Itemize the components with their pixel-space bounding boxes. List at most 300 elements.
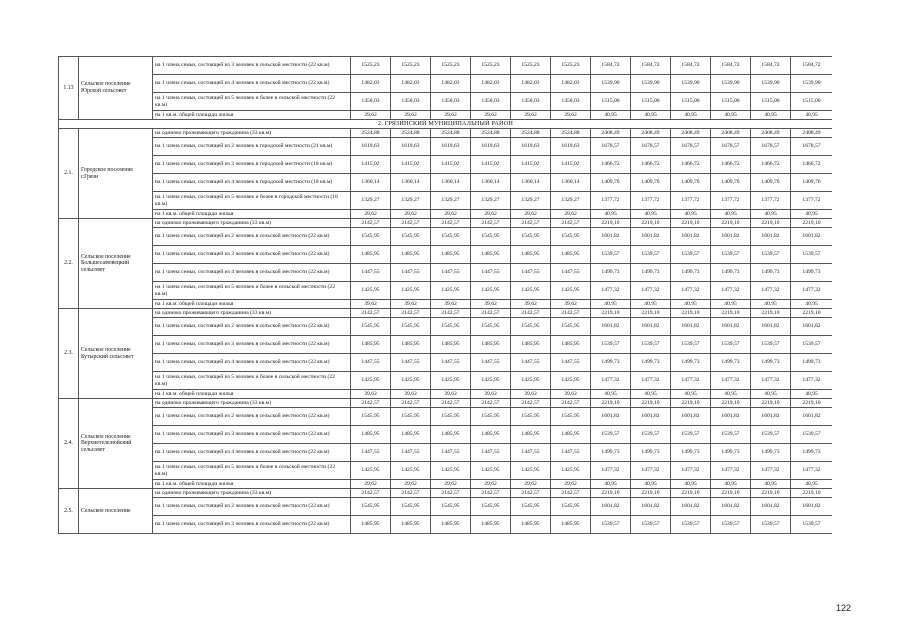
value-cell: 39,62	[471, 210, 511, 219]
item-code: 2.4.	[59, 399, 79, 489]
value-cell: 1539,57	[671, 246, 711, 264]
value-cell: 1425,95	[431, 372, 471, 390]
value-cell: 1499,73	[791, 354, 833, 372]
value-cell: 1447,55	[551, 444, 591, 462]
value-cell: 1485,95	[431, 426, 471, 444]
value-cell: 1584,72	[631, 57, 671, 75]
value-cell: 1678,57	[591, 138, 631, 156]
value-cell: 39,62	[471, 480, 511, 489]
value-cell: 1466,72	[791, 156, 833, 174]
value-cell: 1415,02	[391, 156, 431, 174]
value-cell: 1485,95	[551, 246, 591, 264]
value-cell: 2142,57	[391, 309, 431, 318]
value-cell: 2219,10	[591, 399, 631, 408]
norm-description: на 1 члена семьи, состоящей из 2 человек в сельской местности (22 кв.м)	[153, 228, 351, 246]
value-cell: 2524,88	[511, 129, 551, 138]
value-cell: 1515,00	[751, 93, 791, 111]
norm-description: на 1 члена семьи, состоящей из 2 человек в сельской местности (22 кв.м)	[153, 498, 351, 516]
value-cell: 1458,03	[351, 93, 391, 111]
value-cell: 1539,57	[751, 246, 791, 264]
table-row	[59, 210, 833, 219]
value-cell: 40,95	[751, 300, 791, 309]
value-cell: 1482,03	[351, 75, 391, 93]
value-cell: 1499,73	[591, 264, 631, 282]
value-cell: 39,62	[551, 390, 591, 399]
value-cell: 1477,32	[671, 282, 711, 300]
value-cell: 1499,73	[711, 354, 751, 372]
value-cell: 40,95	[671, 390, 711, 399]
value-cell: 1447,55	[511, 264, 551, 282]
value-cell: 1539,57	[591, 336, 631, 354]
value-cell: 2524,88	[391, 129, 431, 138]
value-cell: 1447,55	[391, 264, 431, 282]
value-cell: 39,62	[351, 210, 391, 219]
value-cell: 1601,82	[671, 408, 711, 426]
value-cell: 1425,95	[471, 462, 511, 480]
value-cell: 39,62	[511, 480, 551, 489]
value-cell: 1477,32	[751, 462, 791, 480]
value-cell: 1329,27	[511, 192, 551, 210]
value-cell: 1485,95	[431, 246, 471, 264]
value-cell: 1539,57	[671, 516, 711, 534]
value-cell: 1601,82	[671, 228, 711, 246]
value-cell: 1466,72	[751, 156, 791, 174]
value-cell: 1377,72	[591, 192, 631, 210]
norm-description: на 1 члена семьи, состоящей из 3 человек в сельской местности (22 кв.м)	[153, 246, 351, 264]
value-cell: 1360,14	[391, 174, 431, 192]
norm-description: на 1 члена семьи, состоящей из 2 человек в городской местности (21 кв.м)	[153, 138, 351, 156]
value-cell: 1539,57	[631, 516, 671, 534]
value-cell: 39,62	[551, 210, 591, 219]
value-cell: 1458,03	[511, 93, 551, 111]
value-cell: 39,62	[471, 390, 511, 399]
value-cell: 1539,57	[631, 426, 671, 444]
value-cell: 1477,32	[791, 372, 833, 390]
value-cell: 40,95	[631, 390, 671, 399]
value-cell: 1545,95	[471, 318, 511, 336]
value-cell: 1477,32	[591, 462, 631, 480]
value-cell: 1485,95	[551, 336, 591, 354]
value-cell: 1601,82	[671, 498, 711, 516]
value-cell: 39,62	[431, 111, 471, 120]
norm-description: на 1 члена семьи, состоящей из 5 человек и более в сельской местности (22 кв.м)	[153, 372, 351, 390]
item-code: 2.1.	[59, 129, 79, 219]
table-row	[59, 399, 833, 408]
settlement-name: Сельское поселение Юрской сельсовет	[79, 57, 153, 120]
tariff-table-sheet	[58, 56, 832, 570]
value-cell: 40,95	[631, 480, 671, 489]
value-cell: 40,95	[671, 300, 711, 309]
value-cell: 40,95	[591, 390, 631, 399]
value-cell: 1525,23	[471, 57, 511, 75]
value-cell: 1499,73	[791, 444, 833, 462]
value-cell: 1499,73	[751, 444, 791, 462]
value-cell: 2219,10	[631, 309, 671, 318]
value-cell: 1329,27	[431, 192, 471, 210]
value-cell: 1545,95	[511, 408, 551, 426]
value-cell: 1458,03	[391, 93, 431, 111]
value-cell: 1515,00	[631, 93, 671, 111]
value-cell: 1601,82	[711, 228, 751, 246]
value-cell: 2219,10	[671, 399, 711, 408]
value-cell: 2142,57	[551, 399, 591, 408]
value-cell: 1482,03	[431, 75, 471, 93]
value-cell: 40,95	[591, 480, 631, 489]
value-cell: 2142,57	[391, 219, 431, 228]
value-cell: 1515,00	[791, 93, 833, 111]
value-cell: 1545,95	[391, 228, 431, 246]
value-cell: 2142,57	[471, 399, 511, 408]
value-cell: 1678,57	[671, 138, 711, 156]
value-cell: 1482,03	[471, 75, 511, 93]
value-cell: 1447,55	[431, 444, 471, 462]
value-cell: 1485,95	[511, 246, 551, 264]
value-cell: 1601,82	[631, 318, 671, 336]
value-cell: 1485,95	[431, 336, 471, 354]
value-cell: 1545,95	[431, 318, 471, 336]
value-cell: 1545,95	[471, 498, 511, 516]
value-cell: 1485,95	[471, 426, 511, 444]
norm-description: на 1 члена семьи, состоящей из 4 человек в сельской местности (22 кв.м)	[153, 444, 351, 462]
value-cell: 2142,57	[511, 309, 551, 318]
value-cell: 1329,27	[471, 192, 511, 210]
value-cell: 1539,90	[631, 75, 671, 93]
value-cell: 1545,95	[351, 318, 391, 336]
value-cell: 1425,95	[471, 372, 511, 390]
value-cell: 2408,49	[591, 129, 631, 138]
value-cell: 1485,95	[391, 246, 431, 264]
norm-description: на 1 члена семьи, состоящей из 5 человек и более в сельской местности (22 кв.м)	[153, 93, 351, 111]
value-cell: 1601,82	[751, 408, 791, 426]
value-cell: 1485,95	[511, 426, 551, 444]
value-cell: 1539,57	[711, 336, 751, 354]
value-cell: 1409,76	[671, 174, 711, 192]
value-cell: 2142,57	[391, 399, 431, 408]
table-row	[59, 93, 833, 111]
table-row	[59, 57, 833, 75]
value-cell: 1545,95	[471, 408, 511, 426]
value-cell: 39,62	[551, 480, 591, 489]
value-cell: 2142,57	[431, 489, 471, 498]
value-cell: 1409,76	[631, 174, 671, 192]
value-cell: 1678,57	[711, 138, 751, 156]
settlement-name: Сельское поселение Верхнетелелюйский сельсовет	[79, 399, 153, 489]
value-cell: 1415,02	[471, 156, 511, 174]
table-row	[59, 462, 833, 480]
value-cell: 39,62	[431, 210, 471, 219]
value-cell: 39,62	[511, 111, 551, 120]
value-cell: 1360,14	[511, 174, 551, 192]
value-cell: 1425,95	[351, 462, 391, 480]
table-row	[59, 246, 833, 264]
value-cell: 40,95	[591, 111, 631, 120]
value-cell: 1584,72	[591, 57, 631, 75]
value-cell: 40,95	[631, 300, 671, 309]
value-cell: 2524,88	[551, 129, 591, 138]
value-cell: 1485,95	[471, 336, 511, 354]
value-cell: 1499,73	[671, 444, 711, 462]
value-cell: 1499,73	[711, 264, 751, 282]
norm-description: на 1 члена семьи, состоящей из 4 человек в сельской местности (22 кв.м)	[153, 75, 351, 93]
value-cell: 1447,55	[351, 354, 391, 372]
norm-description: на 1 члена семьи, состоящей из 5 человек и более в сельской местности (22 кв.м)	[153, 462, 351, 480]
value-cell: 1482,03	[551, 75, 591, 93]
value-cell: 1485,95	[351, 246, 391, 264]
value-cell: 1499,73	[671, 264, 711, 282]
value-cell: 2408,49	[791, 129, 833, 138]
value-cell: 1477,32	[631, 372, 671, 390]
value-cell: 1545,95	[511, 318, 551, 336]
value-cell: 2142,57	[511, 399, 551, 408]
norm-description: на одиноко проживающего гражданина (33 кв.м)	[153, 219, 351, 228]
value-cell: 1584,72	[751, 57, 791, 75]
value-cell: 1329,27	[551, 192, 591, 210]
value-cell: 1539,90	[791, 75, 833, 93]
value-cell: 1539,57	[791, 336, 833, 354]
value-cell: 39,62	[351, 390, 391, 399]
value-cell: 1477,32	[711, 372, 751, 390]
value-cell: 1477,32	[711, 462, 751, 480]
value-cell: 1425,95	[391, 282, 431, 300]
value-cell: 1619,63	[351, 138, 391, 156]
value-cell: 39,62	[431, 390, 471, 399]
value-cell: 1601,82	[751, 228, 791, 246]
value-cell: 1545,95	[551, 318, 591, 336]
value-cell: 1601,82	[591, 498, 631, 516]
section-title: 2. ГРЯЗИНСКИЙ МУНИЦИПАЛЬНЫЙ РАЙОН	[59, 120, 833, 129]
value-cell: 1425,95	[511, 372, 551, 390]
table-row	[59, 219, 833, 228]
value-cell: 1539,90	[591, 75, 631, 93]
value-cell: 2219,10	[671, 489, 711, 498]
value-cell: 1499,73	[671, 354, 711, 372]
value-cell: 39,62	[351, 480, 391, 489]
value-cell: 2142,57	[351, 219, 391, 228]
value-cell: 39,62	[351, 300, 391, 309]
value-cell: 1678,57	[631, 138, 671, 156]
value-cell: 2219,10	[631, 219, 671, 228]
value-cell: 1601,82	[631, 498, 671, 516]
norm-description: на 1 члена семьи, состоящей из 3 человек в сельской местности (22 кв.м)	[153, 426, 351, 444]
value-cell: 1545,95	[391, 408, 431, 426]
value-cell: 1482,03	[511, 75, 551, 93]
value-cell: 1425,95	[551, 372, 591, 390]
value-cell: 1525,23	[391, 57, 431, 75]
value-cell: 1425,95	[391, 372, 431, 390]
table-row	[59, 75, 833, 93]
value-cell: 1485,95	[391, 426, 431, 444]
value-cell: 1425,95	[551, 462, 591, 480]
value-cell: 1360,14	[471, 174, 511, 192]
value-cell: 1619,63	[511, 138, 551, 156]
value-cell: 1545,95	[471, 228, 511, 246]
table-row	[59, 444, 833, 462]
norm-description: на одиноко проживающего гражданина (33 кв.м)	[153, 309, 351, 318]
value-cell: 2142,57	[471, 309, 511, 318]
value-cell: 2142,57	[551, 489, 591, 498]
value-cell: 40,95	[631, 111, 671, 120]
page-number: 122	[836, 603, 852, 613]
value-cell: 2142,57	[391, 489, 431, 498]
norm-description: на 1 члена семьи, состоящей из 3 человек в сельской местности (22 кв.м)	[153, 516, 351, 534]
value-cell: 1499,73	[591, 354, 631, 372]
table-row	[59, 498, 833, 516]
value-cell: 1425,95	[391, 462, 431, 480]
value-cell: 1477,32	[631, 462, 671, 480]
tariff-table-body	[59, 57, 833, 534]
norm-description: на одиноко проживающего гражданина (33 кв.м)	[153, 129, 351, 138]
value-cell: 40,95	[791, 480, 833, 489]
value-cell: 1477,32	[791, 282, 833, 300]
value-cell: 1425,95	[511, 462, 551, 480]
norm-description: на 1 члена семьи, состоящей из 3 человек в сельской местности (22 кв.м)	[153, 57, 351, 75]
value-cell: 1499,73	[591, 444, 631, 462]
value-cell: 1539,57	[791, 426, 833, 444]
table-row	[59, 300, 833, 309]
value-cell: 1545,95	[551, 498, 591, 516]
value-cell: 1477,32	[591, 372, 631, 390]
value-cell: 2219,10	[791, 309, 833, 318]
value-cell: 2219,10	[711, 219, 751, 228]
table-row	[59, 309, 833, 318]
value-cell: 40,95	[711, 300, 751, 309]
value-cell: 2524,88	[471, 129, 511, 138]
value-cell: 1539,90	[671, 75, 711, 93]
value-cell: 1447,55	[551, 264, 591, 282]
value-cell: 1425,95	[511, 282, 551, 300]
table-row	[59, 138, 833, 156]
value-cell: 1477,32	[751, 372, 791, 390]
value-cell: 1539,57	[631, 246, 671, 264]
value-cell: 2408,49	[711, 129, 751, 138]
value-cell: 1545,95	[431, 228, 471, 246]
value-cell: 1601,82	[591, 228, 631, 246]
value-cell: 1539,57	[751, 336, 791, 354]
value-cell: 1515,00	[591, 93, 631, 111]
value-cell: 2408,49	[751, 129, 791, 138]
value-cell: 2408,49	[631, 129, 671, 138]
value-cell: 40,95	[591, 300, 631, 309]
norm-description: на 1 члена семьи, состоящей из 3 человек в городской местности (18 кв.м)	[153, 156, 351, 174]
settlement-name: Сельское поселение Бутырский сельсовет	[79, 309, 153, 399]
value-cell: 2219,10	[711, 399, 751, 408]
value-cell: 1619,63	[391, 138, 431, 156]
value-cell: 1360,14	[431, 174, 471, 192]
value-cell: 1447,55	[511, 354, 551, 372]
value-cell: 1539,57	[591, 426, 631, 444]
value-cell: 1545,95	[511, 498, 551, 516]
value-cell: 2219,10	[751, 219, 791, 228]
value-cell: 1485,95	[391, 336, 431, 354]
value-cell: 1447,55	[391, 444, 431, 462]
value-cell: 2219,10	[631, 399, 671, 408]
norm-description: на 1 кв.м. общей площади жилья	[153, 390, 351, 399]
value-cell: 1545,95	[351, 228, 391, 246]
value-cell: 2142,57	[551, 219, 591, 228]
value-cell: 40,95	[711, 210, 751, 219]
value-cell: 1409,76	[711, 174, 751, 192]
value-cell: 1619,63	[551, 138, 591, 156]
value-cell: 2219,10	[671, 219, 711, 228]
value-cell: 1545,95	[431, 498, 471, 516]
norm-description: на одиноко проживающего гражданина (33 кв.м)	[153, 399, 351, 408]
value-cell: 1545,95	[351, 408, 391, 426]
item-code: 2.2.	[59, 219, 79, 309]
value-cell: 1425,95	[431, 282, 471, 300]
table-row	[59, 354, 833, 372]
value-cell: 1601,82	[631, 408, 671, 426]
value-cell: 1425,95	[551, 282, 591, 300]
value-cell: 39,62	[391, 210, 431, 219]
value-cell: 1499,73	[631, 444, 671, 462]
value-cell: 1539,90	[751, 75, 791, 93]
value-cell: 1447,55	[351, 444, 391, 462]
value-cell: 1584,72	[711, 57, 751, 75]
value-cell: 2524,88	[431, 129, 471, 138]
value-cell: 1415,02	[551, 156, 591, 174]
value-cell: 1601,82	[591, 408, 631, 426]
value-cell: 1678,57	[791, 138, 833, 156]
value-cell: 39,62	[391, 111, 431, 120]
value-cell: 1539,57	[591, 516, 631, 534]
norm-description: на 1 члена семьи, состоящей из 4 человек в сельской местности (22 кв.м)	[153, 354, 351, 372]
value-cell: 1458,03	[551, 93, 591, 111]
value-cell: 1539,57	[711, 246, 751, 264]
value-cell: 1485,95	[351, 336, 391, 354]
value-cell: 1545,95	[511, 228, 551, 246]
value-cell: 1477,32	[591, 282, 631, 300]
settlement-name: Городское поселение г.Грязи	[79, 129, 153, 219]
value-cell: 1377,72	[631, 192, 671, 210]
value-cell: 1515,00	[671, 93, 711, 111]
value-cell: 40,95	[791, 210, 833, 219]
value-cell: 39,62	[551, 300, 591, 309]
value-cell: 2219,10	[751, 309, 791, 318]
value-cell: 1539,90	[711, 75, 751, 93]
value-cell: 1425,95	[351, 282, 391, 300]
value-cell: 1601,82	[711, 318, 751, 336]
table-row	[59, 489, 833, 498]
value-cell: 1499,73	[631, 264, 671, 282]
value-cell: 1499,73	[791, 264, 833, 282]
norm-description: на 1 кв.м. общей площади жилья	[153, 111, 351, 120]
value-cell: 1485,95	[471, 246, 511, 264]
value-cell: 1539,57	[791, 246, 833, 264]
value-cell: 1477,32	[751, 282, 791, 300]
value-cell: 40,95	[711, 390, 751, 399]
value-cell: 40,95	[711, 480, 751, 489]
value-cell: 1415,02	[431, 156, 471, 174]
value-cell: 39,62	[391, 480, 431, 489]
table-row	[59, 174, 833, 192]
value-cell: 1415,02	[351, 156, 391, 174]
table-row	[59, 372, 833, 390]
value-cell: 1477,32	[711, 282, 751, 300]
value-cell: 1619,63	[471, 138, 511, 156]
value-cell: 1545,95	[431, 408, 471, 426]
value-cell: 1499,73	[751, 354, 791, 372]
value-cell: 1477,32	[671, 372, 711, 390]
value-cell: 1515,00	[711, 93, 751, 111]
norm-description: на 1 кв.м. общей площади жилья	[153, 480, 351, 489]
value-cell: 1458,03	[431, 93, 471, 111]
table-row	[59, 192, 833, 210]
value-cell: 2142,57	[431, 309, 471, 318]
value-cell: 1619,63	[431, 138, 471, 156]
value-cell: 1409,76	[751, 174, 791, 192]
value-cell: 1377,72	[791, 192, 833, 210]
value-cell: 40,95	[751, 480, 791, 489]
